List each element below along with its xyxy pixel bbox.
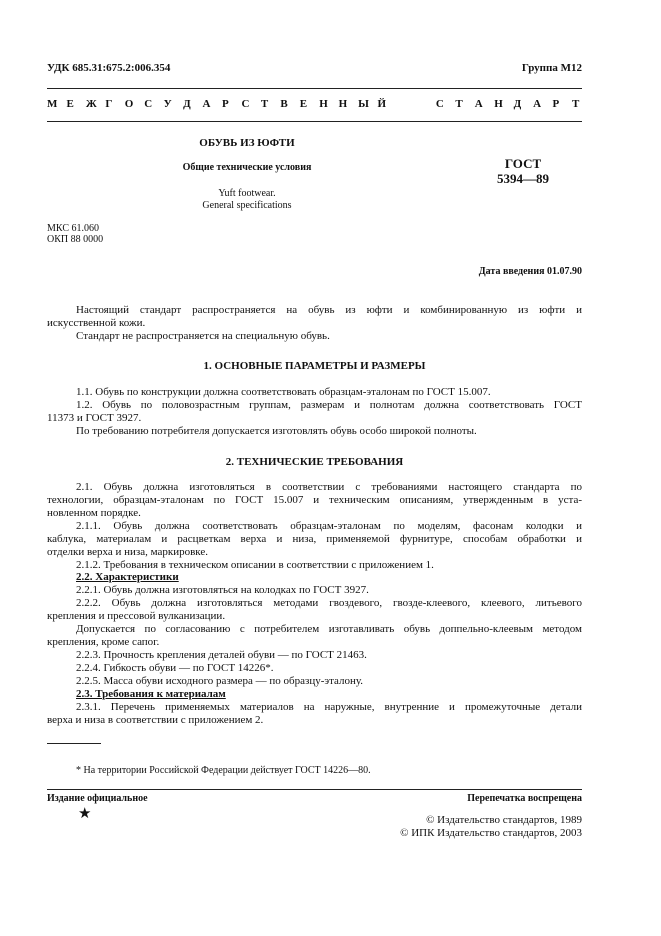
masthead [47, 98, 582, 114]
masthead-letter: Ы [358, 98, 369, 110]
clause-2-3-1-line: 2.3.1. Перечень применяемых материалов на наружные, внутренние и промежуточные детали [76, 701, 582, 713]
masthead-letter: Р [222, 98, 229, 110]
masthead-letter: Е [299, 98, 308, 110]
clause-2-2-2-note-line: Допускается по согласованию с потребителем изготавливать обувь доппельно-клеевым методом [76, 623, 582, 635]
masthead-letter: А [533, 98, 542, 110]
masthead-letter: Н [338, 98, 348, 110]
masthead-letter: Т [455, 98, 463, 110]
gost-number: 5394—89 [497, 171, 549, 186]
masthead-letter: М [47, 98, 58, 110]
masthead-letter: С [241, 98, 250, 110]
clause-2-2-2-line: крепления и прессовой вулканизации. [47, 610, 226, 622]
clause-2-1-line: 2.1. Обувь должна изготовляться в соответствии с требованиями настоящего стандарта по [76, 481, 582, 493]
clause-2-1-2: 2.1.2. Требования в техническом описании в соответствии с приложением 1. [76, 559, 434, 571]
clause-1-2-line: 11373 и ГОСТ 3927. [47, 412, 142, 424]
clause-2-1-line: новленном порядке. [47, 507, 141, 519]
clause-1-2-note: По требованию потребителя допускается изготовлять обувь особо широкой полноты. [76, 425, 477, 437]
masthead-rule [47, 121, 582, 122]
footer-rule [47, 789, 582, 790]
mks-code: МКС 61.060 [47, 223, 99, 234]
clause-2-2-4: 2.2.4. Гибкость обуви — по ГОСТ 14226*. [76, 662, 274, 674]
star-icon: ★ [78, 806, 92, 822]
intro-paragraph-2: Стандарт не распространяется на специальную обувь. [76, 330, 330, 342]
masthead-letter: Ж [85, 98, 97, 110]
okp-code: ОКП 88 0000 [47, 234, 104, 245]
document-subtitle: Общие технические условия [182, 162, 312, 173]
masthead-letter: А [474, 98, 483, 110]
masthead-letter: С [144, 98, 153, 110]
masthead-letter: Р [552, 98, 560, 110]
masthead-letter: Г [105, 98, 113, 110]
document-title: ОБУВЬ ИЗ ЮФТИ [199, 137, 295, 149]
clause-2-2-1: 2.2.1. Обувь должна изготовляться на колодках по ГОСТ 3927. [76, 584, 369, 596]
clause-2-2-2-note-line: крепления, кроме сапог. [47, 636, 160, 648]
section-1-heading: 1. ОСНОВНЫЕ ПАРАМЕТРЫ И РАЗМЕРЫ [203, 360, 426, 372]
section-2-heading: 2. ТЕХНИЧЕСКИЕ ТРЕБОВАНИЯ [225, 456, 404, 468]
masthead-letter: Д [513, 98, 522, 110]
english-title [117, 188, 377, 212]
introduction-date: Дата введения 01.07.90 [478, 266, 582, 277]
masthead-letter: Н [319, 98, 328, 110]
copyright-line: © ИПК Издательство стандартов, 2003 [400, 827, 582, 839]
footnote: * На территории Российской Федерации действует ГОСТ 14226—80. [76, 765, 371, 776]
gost-label: ГОСТ [504, 156, 542, 171]
intro-paragraph-line: искусственной кожи. [47, 317, 146, 329]
clause-2-1-1-line: отделки верха и низа, маркировке. [47, 546, 208, 558]
top-rule [47, 88, 582, 89]
clause-2-2-2-line: 2.2.2. Обувь должна изготовляться методами гвоздевого, гвоздe-клеевого, клеевого, литьевого [76, 597, 582, 609]
masthead-letter: О [124, 98, 134, 110]
clause-2-1-1-line: 2.1.1. Обувь должна соответствовать образцам-эталонам по моделям, фасонам колодки и [76, 520, 582, 532]
masthead-letter: В [280, 98, 288, 110]
clause-2-2-5: 2.2.5. Масса обуви исходного размера — по образцу-эталону. [76, 675, 364, 687]
intro-paragraph-line: Настоящий стандарт распространяется на обувь из юфти и комбинированную из юфти и [76, 304, 582, 316]
subsection-2-3-heading: 2.3. Требования к материалам [76, 688, 226, 700]
clause-2-2-3: 2.2.3. Прочность крепления деталей обуви — по ГОСТ 21463. [76, 649, 367, 661]
clause-1-2-line: 1.2. Обувь по половозрастным группам, размерам и полнотам должна соответствовать ГОСТ [76, 399, 582, 411]
group-code: Группа М12 [521, 62, 582, 74]
clause-2-1-line: технологии, образцам-эталонам по ГОСТ 15.007 и техническим описаниям, утвержденным в уста- [47, 494, 582, 506]
masthead-letter: Д [183, 98, 191, 110]
english-title-line: Yuft footwear. [218, 188, 276, 199]
masthead-letter: Й [377, 98, 387, 110]
copyright-line: © Издательство стандартов, 1989 [426, 814, 582, 826]
reprint-prohibited-label: Перепечатка воспрещена [467, 793, 582, 804]
masthead-letter: У [163, 98, 172, 110]
clause-1-1: 1.1. Обувь по конструкции должна соответствовать образцам-эталонам по ГОСТ 15.007. [76, 386, 491, 398]
copyright-block [400, 814, 582, 840]
masthead-letter: А [202, 98, 211, 110]
udk-code: УДК 685.31:675.2:006.354 [47, 62, 171, 74]
clause-2-1-1-line: каблука, материалам и расцветкам верха и низа, применяемой фурнитуре, способам обработки и [47, 533, 582, 545]
english-title-line: General specifications [202, 200, 292, 211]
masthead-letter: Е [66, 98, 74, 110]
official-edition-label: Издание официальное [47, 793, 148, 804]
subsection-2-2-heading: 2.2. Характеристики [76, 571, 179, 583]
masthead-letter: С [435, 98, 444, 110]
footnote-rule [47, 743, 101, 744]
masthead-letter: Т [260, 98, 269, 110]
masthead-letter: Н [494, 98, 503, 110]
clause-2-3-1-line: верха и низа в соответствии с приложением 2. [47, 714, 264, 726]
masthead-letter: Т [572, 98, 580, 110]
classification-codes [47, 223, 103, 245]
gost-designation [478, 156, 568, 186]
